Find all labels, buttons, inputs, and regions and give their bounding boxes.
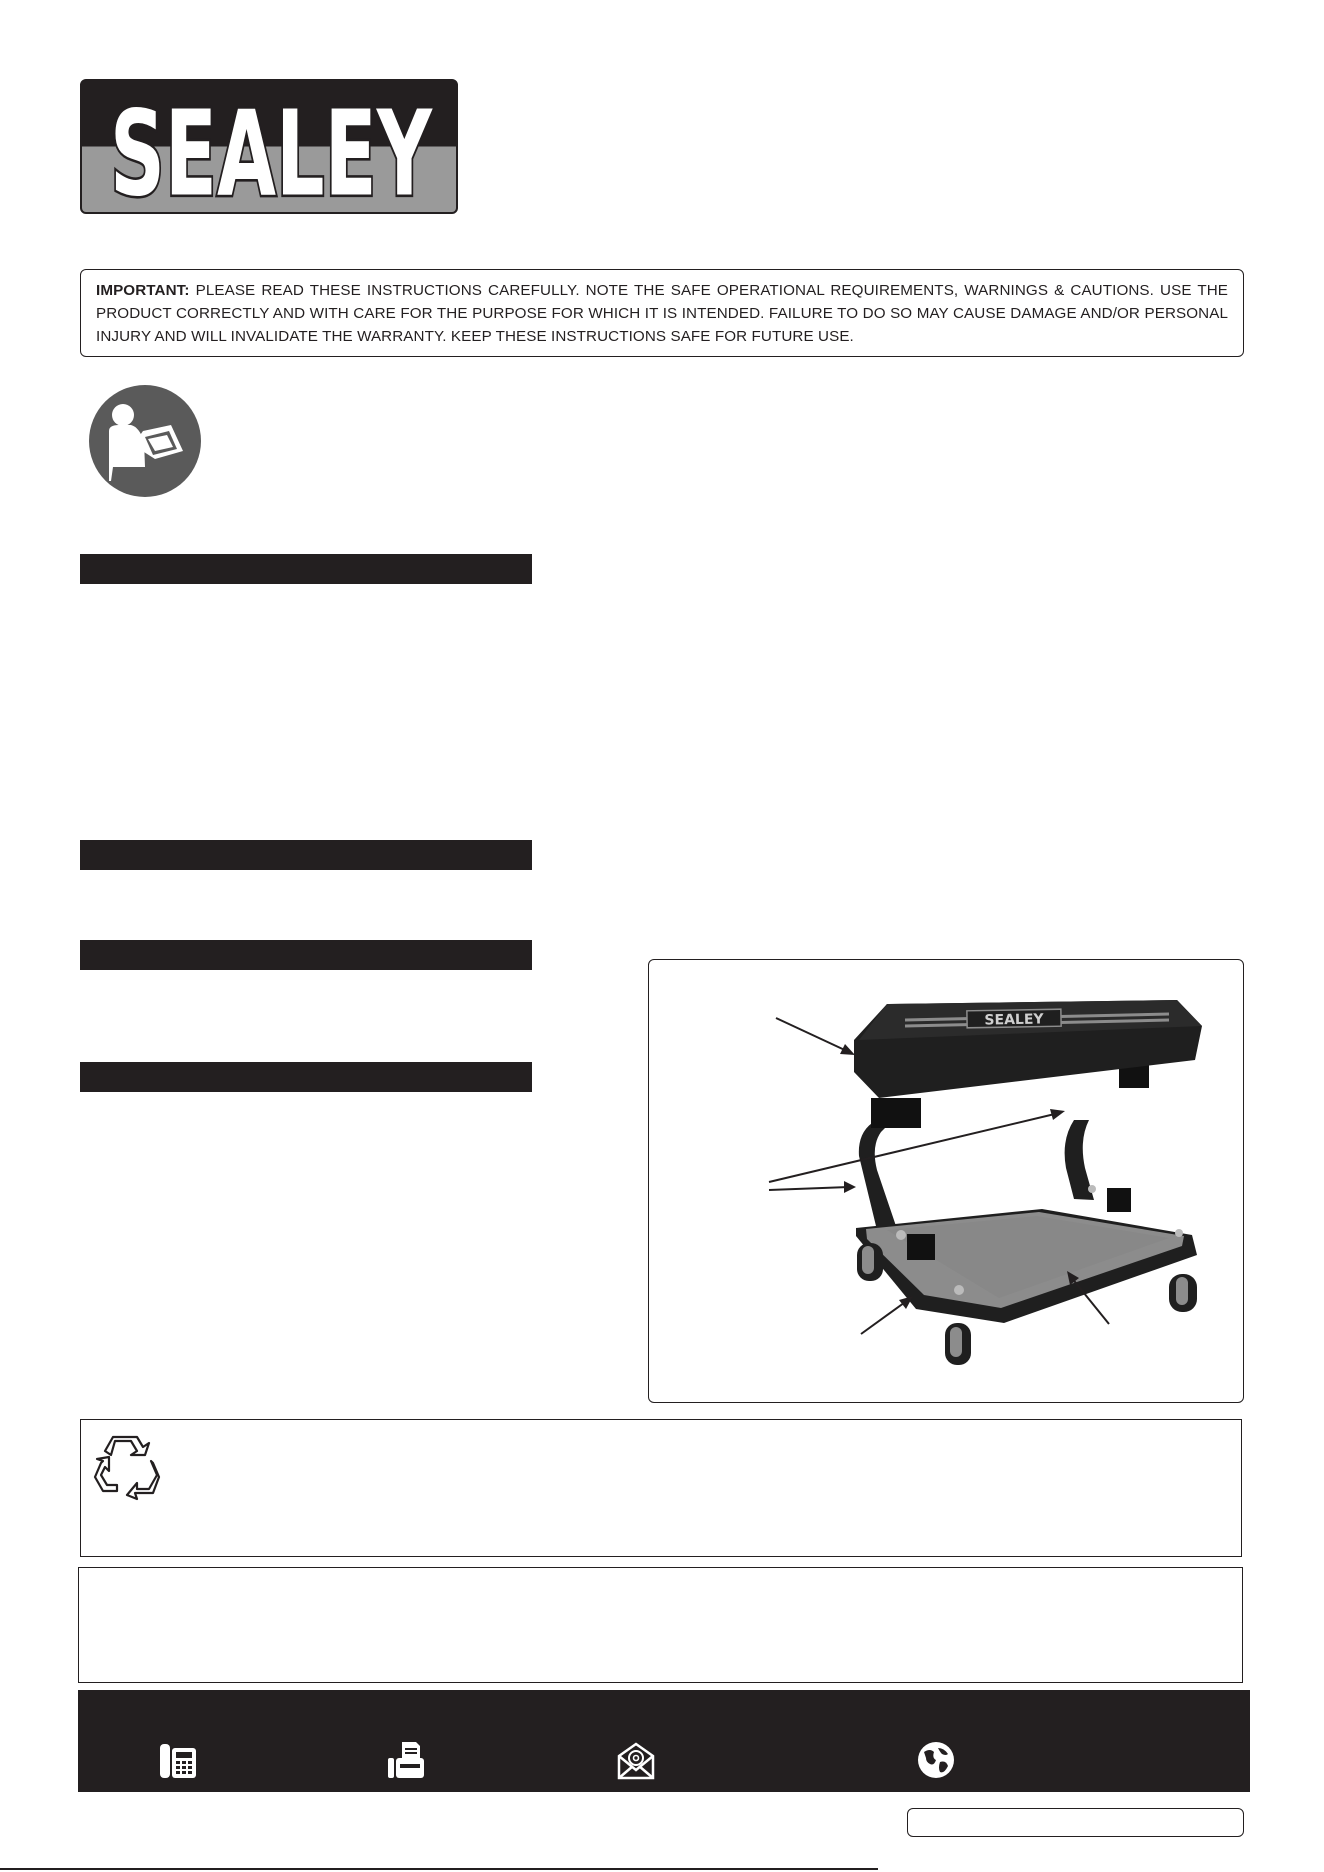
recycle-icon [93,1433,159,1499]
section-bar-4 [80,1062,532,1092]
reference-box [907,1808,1244,1837]
note-section [78,1567,1243,1683]
section-bar-2 [80,840,532,870]
section-bar-3 [80,940,532,970]
contact-bar [78,1690,1250,1792]
section-bar-1 [80,554,532,584]
product-figure-box [648,959,1244,1403]
recycle-section [80,1419,1242,1557]
important-body: PLEASE READ THESE INSTRUCTIONS CAREFULLY. NOTE THE SAFE OPERATIONAL REQUIREMENTS, WARNINGS & CAUTIONS. USE THE PRODUCT CORRECTLY AND WITH CARE FOR THE PURPOSE FOR WHICH IT IS INTENDED. FAILURE TO DO SO MAY CAUSE DAMAGE AND/OR PERSONAL INJURY AND WILL INVALIDATE THE WARRANTY. KEEP THESE INSTRUCTIONS SAFE FOR FUTURE USE. [96,282,1228,345]
seat-logo-text: SEALEY [984,1011,1044,1029]
phone-icon [158,1740,198,1780]
sealey-logo [80,79,458,224]
logo-text: SEALEY [110,86,434,224]
email-icon [616,1740,656,1780]
read-manual-icon [89,385,201,497]
important-lead: IMPORTANT: [96,282,190,299]
bottom-rule [0,1868,878,1870]
globe-icon [916,1740,956,1780]
fax-icon [386,1740,426,1780]
important-notice [80,269,1244,357]
creeper-seat-illustration [649,960,1245,1404]
